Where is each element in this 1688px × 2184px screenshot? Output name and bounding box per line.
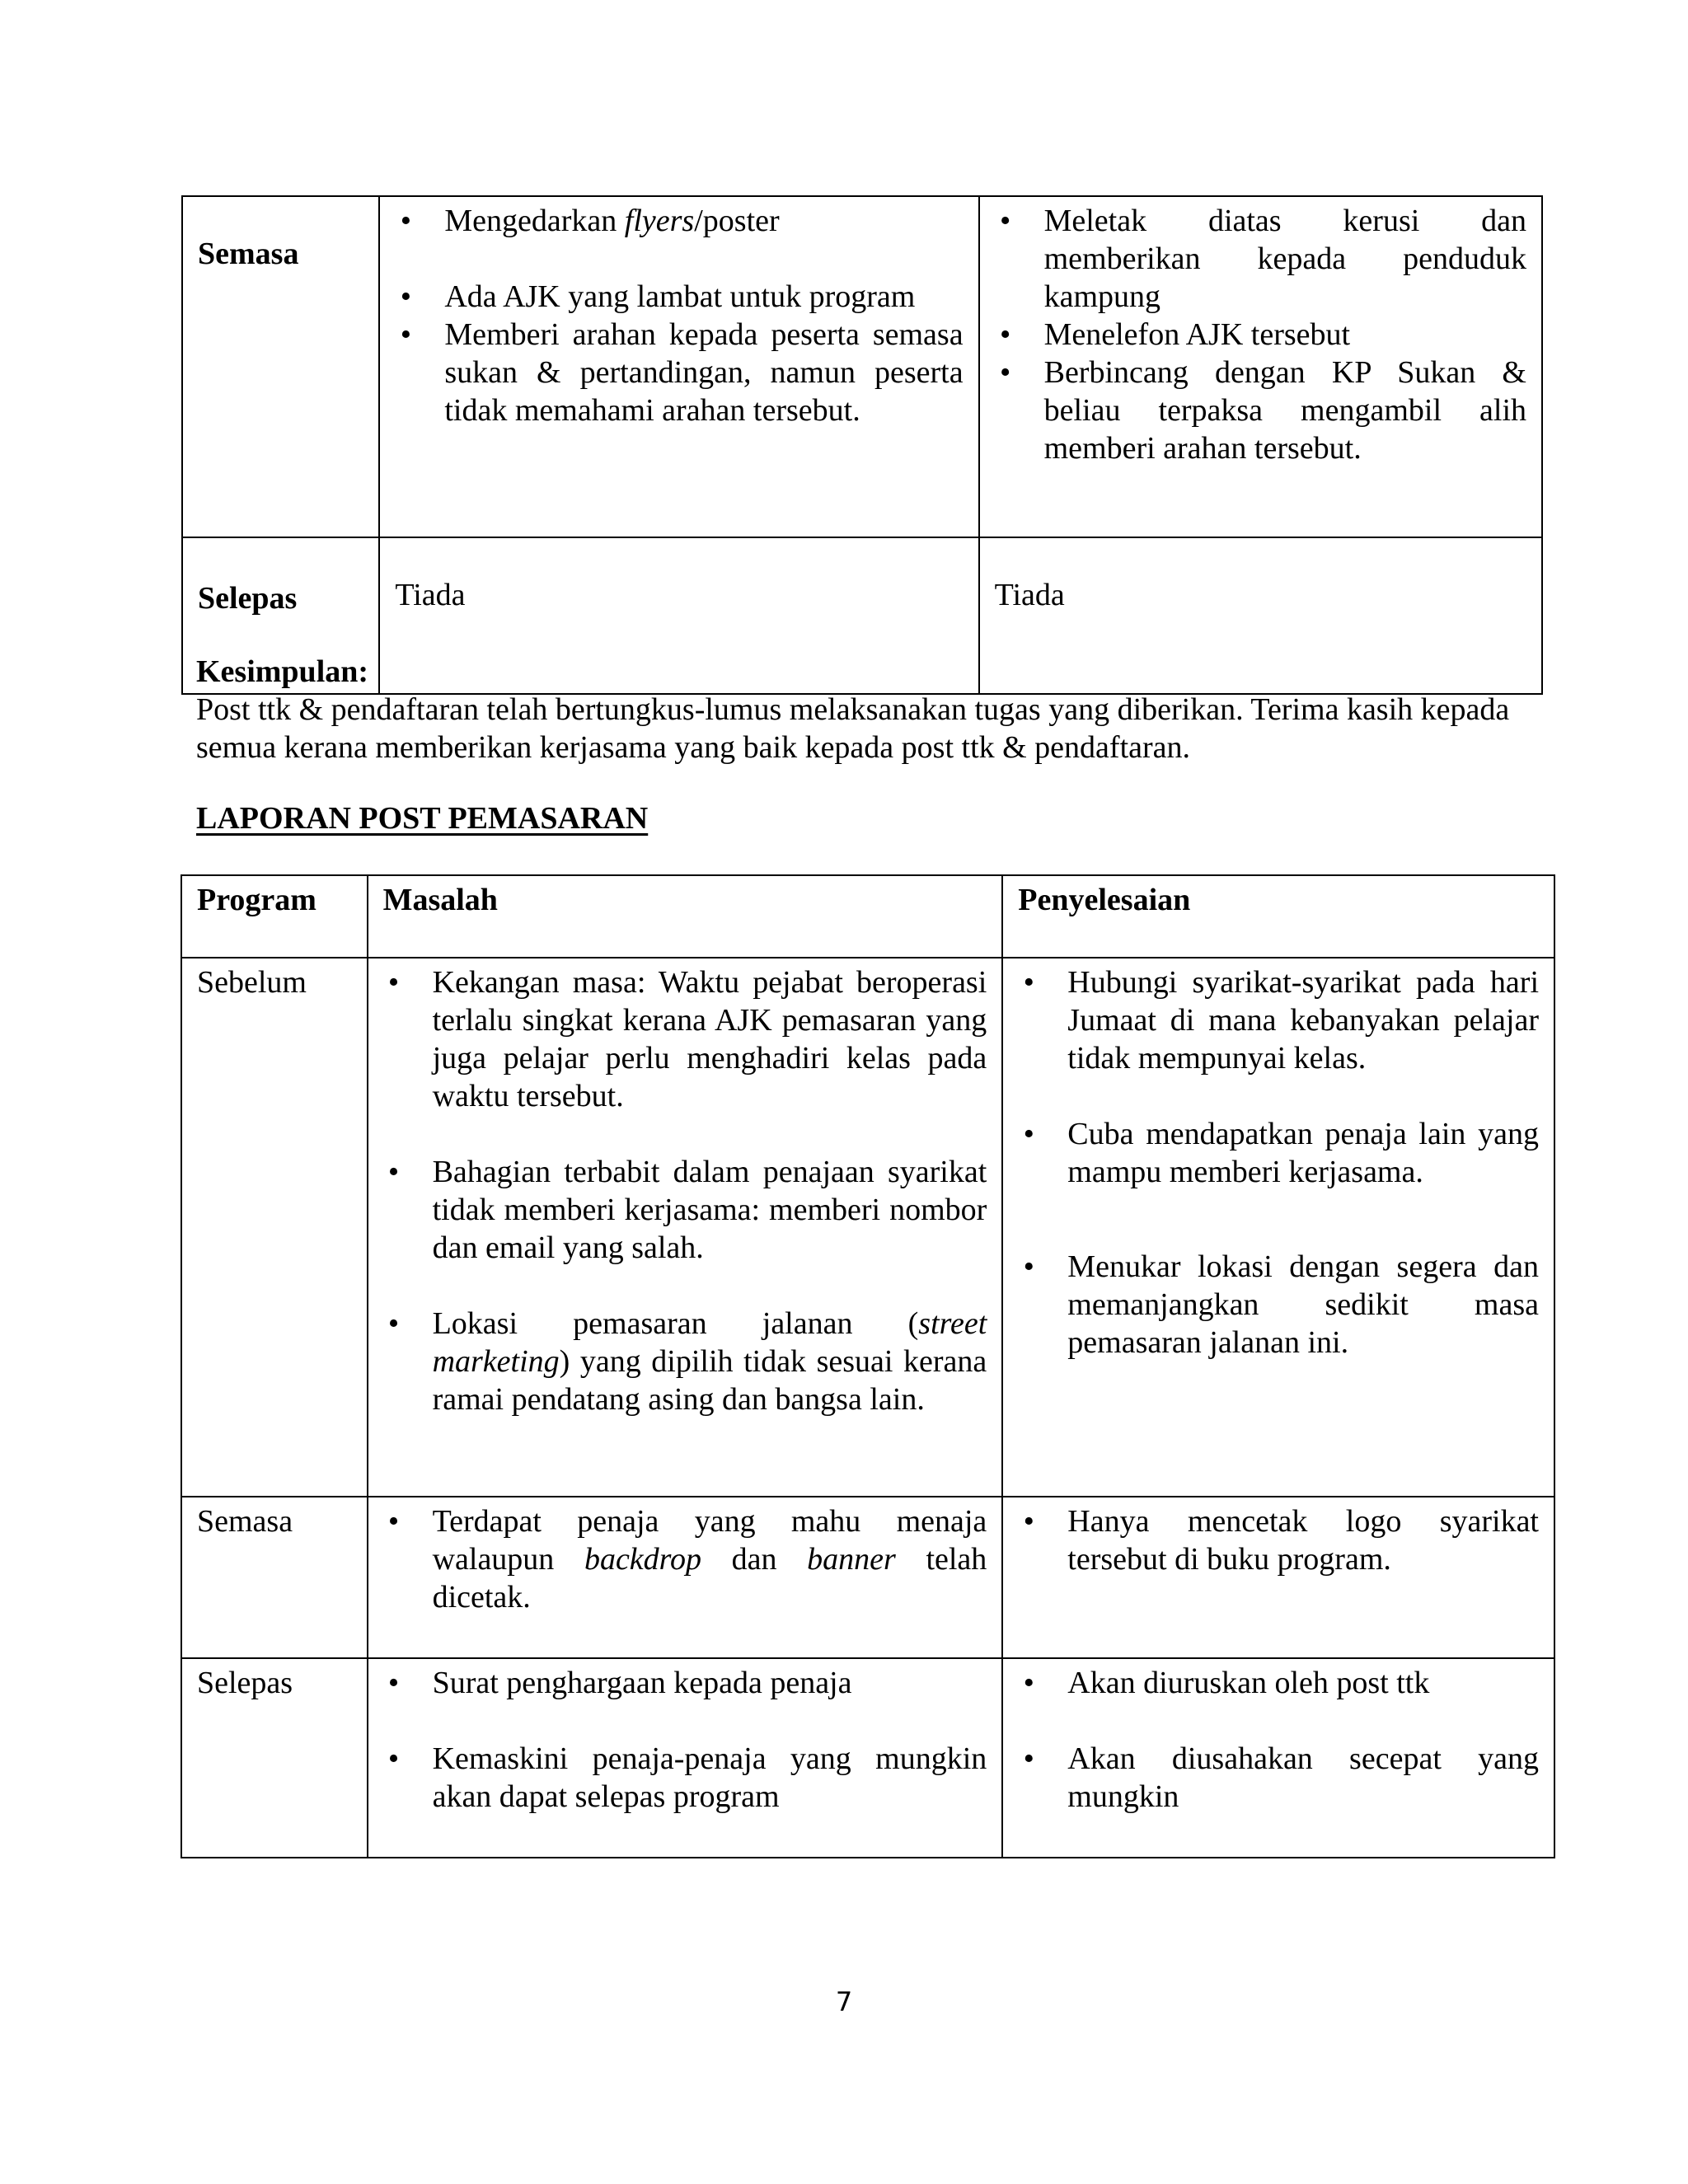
bullet-icon: • — [1023, 1504, 1034, 1539]
table-row-sebelum — [181, 958, 1554, 1497]
bullet-icon: • — [387, 1155, 400, 1189]
bullet-icon: • — [1023, 1666, 1034, 1700]
list-item: • Lokasi pemasaran jalanan (street marketing) yang dipilih tidak sesuai kerana ramai pendatang asing dan bangsa lain. — [368, 1305, 987, 1418]
row-label-semasa: Semasa — [181, 1497, 368, 1658]
list-item: • Hanya mencetak logo syarikat tersebut di buku program. — [1003, 1502, 1539, 1578]
bullet-icon: • — [387, 1666, 400, 1700]
column-header-masalah: Masalah — [368, 875, 1003, 958]
bullet-icon: • — [1023, 1249, 1034, 1284]
list-item: • Terdapat penaja yang mahu menaja walaupun backdrop dan banner telah dicetak. — [368, 1502, 987, 1616]
bullet-icon: • — [999, 355, 1011, 390]
bullet-icon: • — [400, 204, 412, 238]
masalah-cell — [368, 1658, 1003, 1858]
table-row-semasa — [181, 1497, 1554, 1658]
masalah-cell: Tiada — [379, 537, 978, 694]
report-table-post-ttk — [181, 195, 1543, 695]
table-row-selepas — [181, 1658, 1554, 1858]
row-label-selepas: Selepas — [182, 537, 379, 694]
penyelesaian-cell: Tiada — [979, 537, 1542, 694]
bullet-icon: • — [1023, 1117, 1034, 1151]
masalah-cell — [368, 1497, 1003, 1658]
conclusion-text: Post ttk & pendaftaran telah bertungkus-lumus melaksanakan tugas yang diberikan. Terima kasih kepada semua kerana memberikan kerjasama yang baik kepada post ttk & pendaftaran. — [196, 692, 1510, 765]
bullet-icon: • — [999, 204, 1011, 238]
list-item: • Akan diusahakan secepat yang mungkin — [1003, 1740, 1539, 1816]
list-item: • Kemaskini penaja-penaja yang mungkin akan dapat selepas program — [368, 1740, 987, 1816]
list-item: • Meletak diatas kerusi dan memberikan kepada penduduk kampung — [980, 202, 1526, 316]
list-item: • Ada AJK yang lambat untuk program — [380, 278, 963, 316]
penyelesaian-cell — [979, 196, 1542, 537]
column-header-program: Program — [181, 875, 368, 958]
masalah-cell — [368, 958, 1003, 1497]
list-item: • Hubungi syarikat-syarikat pada hari Jumaat di mana kebanyakan pelajar tidak mempunyai kelas. — [1003, 963, 1539, 1077]
report-table-pemasaran — [181, 874, 1555, 1858]
list-item: • Bahagian terbabit dalam penajaan syarikat tidak memberi kerjasama: memberi nombor dan email yang salah. — [368, 1153, 987, 1267]
bullet-icon: • — [387, 965, 400, 1000]
bullet-icon: • — [1023, 965, 1034, 1000]
penyelesaian-cell — [1002, 1497, 1554, 1658]
bullet-icon: • — [387, 1306, 400, 1341]
masalah-cell — [379, 196, 978, 537]
penyelesaian-cell — [1002, 958, 1554, 1497]
conclusion-heading: Kesimpulan: — [196, 654, 369, 689]
penyelesaian-cell — [1002, 1658, 1554, 1858]
bullet-icon: • — [387, 1504, 400, 1539]
list-item: • Akan diuruskan oleh post ttk — [1003, 1664, 1539, 1702]
bullet-icon: • — [387, 1741, 400, 1776]
list-item: • Mengedarkan flyers/poster — [380, 202, 963, 240]
conclusion-block — [196, 653, 1548, 766]
section-title: LAPORAN POST PEMASARAN — [196, 801, 649, 836]
list-item: • Kekangan masa: Waktu pejabat beroperasi terlalu singkat kerana AJK pemasaran yang juga pelajar perlu menghadiri kelas pada waktu tersebut. — [368, 963, 987, 1115]
bullet-icon: • — [400, 317, 412, 352]
list-item: • Cuba mendapatkan penaja lain yang mampu memberi kerjasama. — [1003, 1115, 1539, 1191]
column-header-penyelesaian: Penyelesaian — [1002, 875, 1554, 958]
row-label-selepas: Selepas — [181, 1658, 368, 1858]
page-number: 7 — [835, 1986, 853, 2018]
row-label-sebelum: Sebelum — [181, 958, 368, 1497]
bullet-icon: • — [400, 279, 412, 314]
table-row-semasa — [182, 196, 1542, 537]
list-item: • Surat penghargaan kepada penaja — [368, 1664, 987, 1702]
row-label-semasa: Semasa — [182, 196, 379, 537]
table-header-row — [181, 875, 1554, 958]
list-item: • Berbincang dengan KP Sukan & beliau terpaksa mengambil alih memberi arahan tersebut. — [980, 354, 1526, 467]
bullet-icon: • — [999, 317, 1011, 352]
bullet-icon: • — [1023, 1741, 1034, 1776]
list-item: • Menukar lokasi dengan segera dan memanjangkan sedikit masa pemasaran jalanan ini. — [1003, 1248, 1539, 1361]
list-item: • Memberi arahan kepada peserta semasa sukan & pertandingan, namun peserta tidak memahami arahan tersebut. — [380, 316, 963, 429]
list-item: • Menelefon AJK tersebut — [980, 316, 1526, 354]
